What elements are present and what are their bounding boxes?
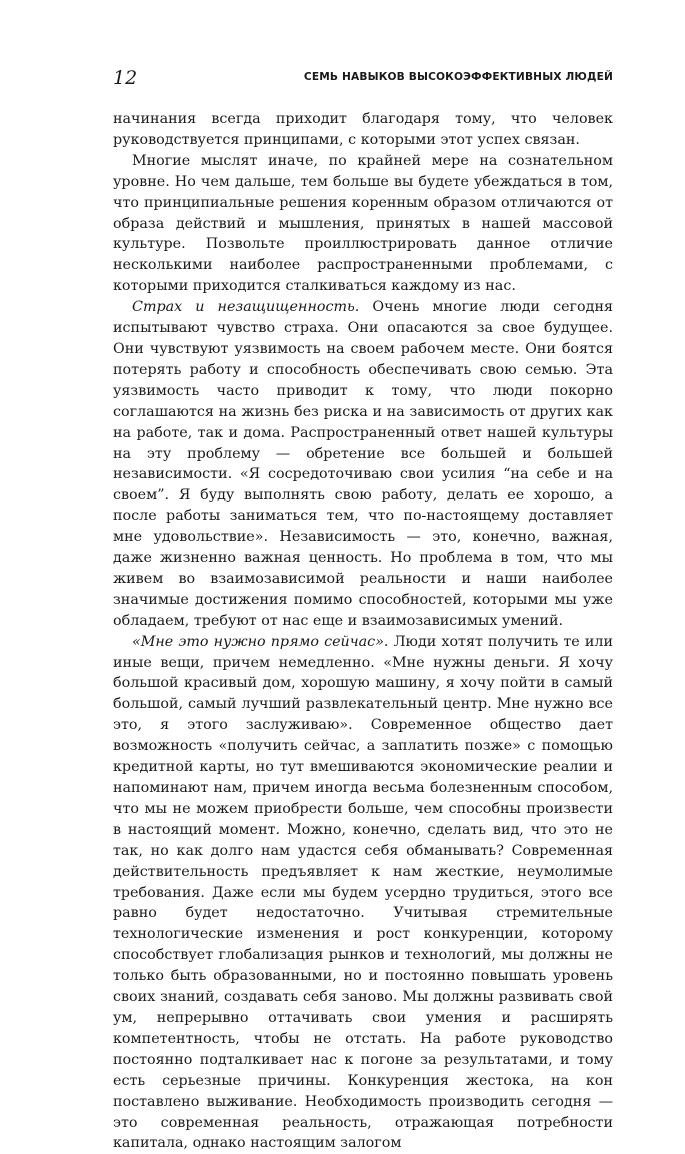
paragraph-text: начинания всегда приходит благодаря тому, что человек руководствуется принципами, с которыми этот успех связан. [113,111,613,148]
paragraph-text: Очень многие люди сегодня испытывают чувство страха. Они опасаются за свое будущее. Они чувствуют уязвимость на своем рабочем месте. Они боятся потерять работу и способность обеспечивать свою семью. Эта уязвимость часто приводит к тому, что люди покорно соглашаются на жизнь без риска и на зависимость от других как на работе, так и дома. Распространенный ответ нашей культуры на эту проблему — обретение все большей и большей независимости. «Я сосредоточиваю свои усилия “на себе и на своем”. Я буду выполнять свою работу, делать ее хорошо, а после работы заниматься тем, что по-настоящему доставляет мне удовольствие». Независимость — это, конечно, важная, даже жизненно важная ценность. Но проблема в том, что мы живем во взаимозависимой реальности и наши наиболее значимые достижения помимо способностей, которыми мы уже обладаем, требуют от нас еще и взаимозависимых умений. [113,299,613,629]
page-header [113,66,613,96]
paragraph [113,632,613,1154]
paragraph-lead-italic: Страх и незащищенность. [132,299,360,316]
paragraph-lead-italic: «Мне это нужно прямо сейчас». [132,633,389,650]
running-title: СЕМЬ НАВЫКОВ ВЫСОКОЭФФЕКТИВНЫХ ЛЮДЕЙ [303,71,613,83]
body-text [113,109,613,1154]
paragraph [113,297,613,632]
paragraph-continuation [113,109,613,151]
page-number: 12 [113,67,138,89]
paragraph-text: Люди хотят получить те или иные вещи, причем немедленно. «Мне нужны деньги. Я хочу большой красивый дом, хорошую машину, я хочу пойти в самый большой, самый лучший развлекательный центр. Мне нужно все это, я этого заслуживаю». Современное общество дает возможность «получить сейчас, а заплатить позже» с помощью кредитной карты, но тут вмешиваются экономические реалии и напоминают нам, причем иногда весьма болезненным способом, что мы не можем приобрести больше, чем способны произвести в настоящий момент. Можно, конечно, сделать вид, что это не так, но как долго нам удастся себя обманывать? Современная действительность предъявляет к нам жесткие, неумолимые требования. Даже если мы будем усердно трудиться, этого все равно будет недостаточно. Учитывая стремительные технологические изменения и рост конкуренции, которому способствует глобализация рынков и технологий, мы должны не только быть образованными, но и постоянно повышать уровень своих знаний, создавать себя заново. Мы должны развивать свой ум, непрерывно оттачивать свои умения и расширять компетентность, чтобы не отстать. На работе руководство постоянно подталкивает нас к погоне за результатами, и тому есть серьезные причины. Конкуренция жестока, на кон поставлено выживание. Необходимость производить сегодня — это современная реальность, отражающая потребности капитала, однако настоящим залогом [113,633,613,1152]
paragraph [113,151,613,297]
paragraph-text: Многие мыслят иначе, по крайней мере на сознательном уровне. Но чем дальше, тем больше вы будете убеждаться в том, что принципиальные решения коренным образом отличаются от образа действий и мышления, принятых в нашей массовой культуре. Позвольте проиллюстрировать данное отличие несколькими наиболее распространенными проблемами, с которыми приходится сталкиваться каждому из нас. [113,152,613,295]
